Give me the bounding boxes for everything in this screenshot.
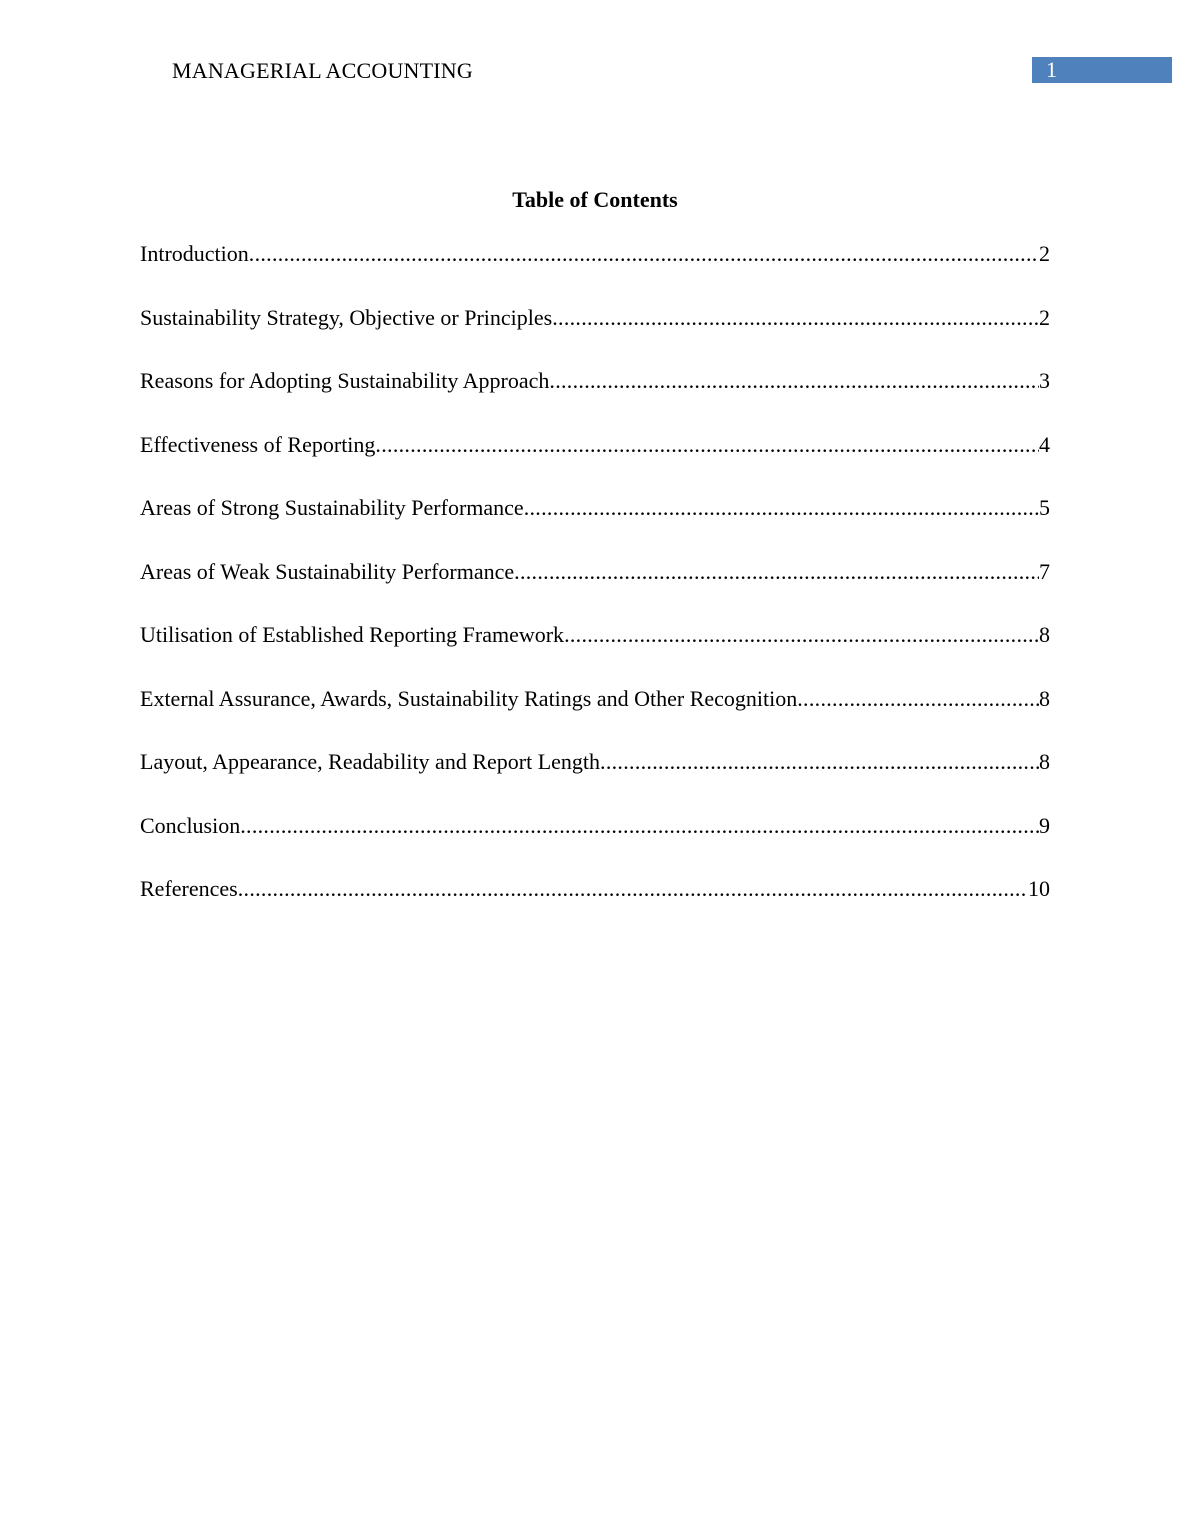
toc-entry-label: Effectiveness of Reporting — [140, 431, 376, 457]
toc-entry-label: Utilisation of Established Reporting Framework — [140, 622, 565, 647]
toc-dot-leader — [524, 494, 1039, 522]
toc-entry-label: External Assurance, Awards, Sustainability Ratings and Other Recognition — [140, 685, 798, 711]
toc-entry-page: 7 — [1039, 558, 1050, 584]
toc-entry-page: 10 — [1028, 876, 1050, 901]
toc-dot-leader — [240, 812, 1039, 840]
toc-dot-leader — [238, 875, 1028, 903]
toc-dot-leader — [514, 558, 1039, 586]
toc-entry-reasons[interactable] — [140, 367, 1050, 431]
toc-dot-leader — [797, 685, 1039, 713]
toc-dot-leader — [552, 304, 1039, 332]
toc-dot-leader — [375, 431, 1039, 459]
toc-entry-external-assurance[interactable] — [140, 685, 1050, 749]
toc-entry-page: 5 — [1039, 495, 1050, 520]
toc-entry-label: References — [140, 876, 238, 901]
toc-entry-label: Areas of Weak Sustainability Performance — [140, 558, 515, 584]
toc-entry-label: Layout, Appearance, Readability and Report Length — [140, 749, 601, 774]
toc-entry-page: 2 — [1039, 241, 1050, 266]
toc-entry-label: Reasons for Adopting Sustainability Approach — [140, 368, 550, 393]
toc-entry-page: 8 — [1039, 749, 1050, 774]
toc-entry-layout-appearance[interactable] — [140, 748, 1050, 812]
toc-entry-references[interactable] — [140, 875, 1050, 939]
toc-dot-leader — [249, 240, 1039, 268]
page-number: 1 — [1046, 57, 1057, 82]
toc-entry-page: 9 — [1039, 812, 1050, 838]
toc-entry-reporting-framework[interactable] — [140, 621, 1050, 685]
toc-entry-sustainability-strategy[interactable] — [140, 304, 1050, 368]
toc-entry-label: Areas of Strong Sustainability Performance — [140, 495, 524, 520]
toc-entry-page: 8 — [1039, 685, 1050, 711]
toc-entry-label: Conclusion — [140, 812, 241, 838]
toc-entry-weak-performance[interactable] — [140, 558, 1050, 622]
toc-title: Table of Contents — [512, 187, 678, 212]
toc-entry-page: 3 — [1039, 368, 1050, 393]
page-number-badge — [1032, 57, 1172, 83]
toc-dot-leader — [564, 621, 1039, 649]
toc-entry-page: 8 — [1039, 622, 1050, 647]
toc-entry-page: 2 — [1039, 304, 1050, 330]
toc-entry-label: Sustainability Strategy, Objective or Principles — [140, 304, 553, 330]
toc-dot-leader — [549, 367, 1039, 395]
toc-entry-strong-performance[interactable] — [140, 494, 1050, 558]
toc-dot-leader — [600, 748, 1039, 776]
toc-entry-label: Introduction — [140, 241, 249, 266]
toc-entry-effectiveness[interactable] — [140, 431, 1050, 495]
toc-entry-introduction[interactable] — [140, 240, 1050, 304]
toc-entry-conclusion[interactable] — [140, 812, 1050, 876]
running-head: MANAGERIAL ACCOUNTING — [172, 58, 473, 83]
toc-list — [140, 240, 1050, 939]
toc-entry-page: 4 — [1039, 431, 1050, 457]
